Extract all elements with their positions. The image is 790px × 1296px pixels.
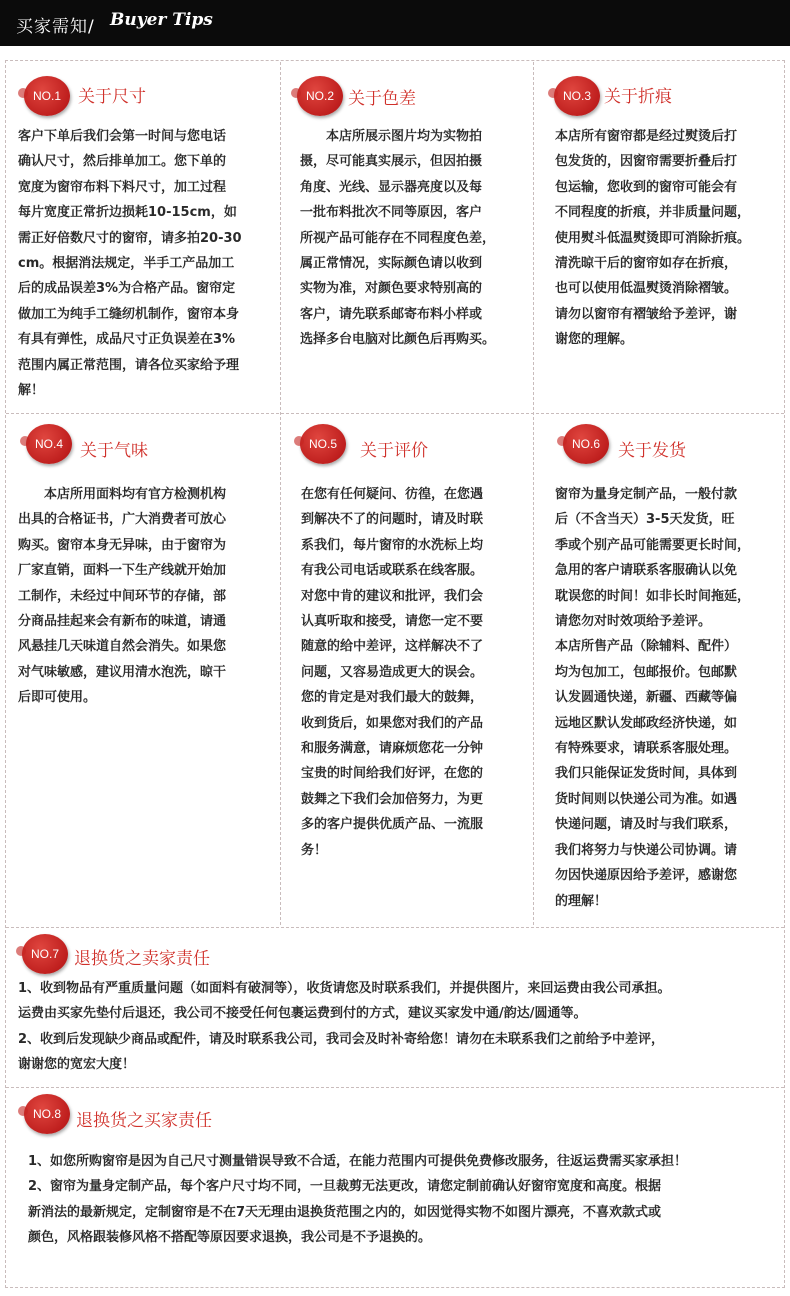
text-line: 后即可使用。 — [18, 690, 97, 706]
text-line: 随意的给中差评，这样解决不了 — [301, 639, 484, 655]
text-line: 也可以使用低温熨烫消除褶皱。 — [555, 281, 738, 297]
section-number-badge: NO.3 — [554, 76, 600, 116]
text-line: 货时间则以快递公司为准。如遇 — [555, 791, 738, 807]
text-line: 1、如您所购窗帘是因为自己尺寸测量错误导致不合适，在能力范围内可提供免费修改服务，往返运费需买家承担！ — [28, 1154, 688, 1169]
text-line: 实物为准，对颜色要求特别高的 — [300, 281, 483, 297]
divider — [6, 927, 784, 928]
section-body — [18, 976, 671, 1078]
text-line: 请勿以窗帘有褶皱给予差评，谢 — [555, 306, 738, 322]
text-line: 在您有任何疑问、彷徨，在您遇 — [301, 487, 484, 502]
text-line: 后的成品误差3%为合格产品。窗帘定 — [18, 281, 236, 297]
text-line: cm。根据消法规定，半手工产品加工 — [18, 256, 235, 272]
section-body — [18, 482, 226, 711]
text-line: 认真听取和接受，请您一定不要 — [301, 614, 484, 630]
text-line: 谢谢您的宽宏大度！ — [18, 1057, 136, 1073]
text-line: 请您勿对时效项给予差评。 — [555, 614, 712, 630]
text-line: 有特殊要求，请联系客服处理。 — [555, 741, 738, 757]
text-line: 包运输，您收到的窗帘可能会有 — [555, 179, 738, 195]
section-title: 关于评价 — [360, 441, 428, 461]
text-line: 每片宽度正常折边损耗10-15cm，如 — [18, 205, 237, 221]
text-line: 2、窗帘为量身定制产品，每个客户尺寸均不同，一旦裁剪无法更改，请您定制前确认好窗帘宽度和高度。根据 — [28, 1179, 662, 1195]
text-line: 解！ — [18, 383, 45, 399]
text-line: 对您中肯的建议和批评，我们会 — [301, 588, 484, 604]
section-body — [28, 1149, 687, 1251]
text-line: 分商品挂起来会有新布的味道，请通 — [18, 614, 227, 630]
text-line: 本店所售产品（除辅料、配件） — [555, 639, 738, 655]
text-line: 鼓舞之下我们会加倍努力，为更 — [301, 791, 484, 807]
section-title: 退换货之卖家责任 — [74, 949, 210, 969]
section-number-badge: NO.8 — [24, 1094, 70, 1134]
text-line: 出具的合格证书，广大消费者可放心 — [18, 512, 227, 528]
section-title: 关于气味 — [80, 441, 148, 461]
section-title: 关于尺寸 — [78, 87, 146, 107]
text-line: 做加工为纯手工缝纫机制作，窗帘本身 — [18, 306, 240, 322]
text-line: 清洗晾干后的窗帘如存在折痕， — [555, 256, 738, 272]
text-line: 本店所展示图片均为实物拍 — [300, 129, 483, 144]
text-line: 需正好倍数尺寸的窗帘，请多拍20-30 — [18, 230, 242, 246]
text-line: 选择多台电脑对比颜色后再购买。 — [300, 332, 496, 348]
text-line: 本店所用面料均有官方检测机构 — [18, 487, 227, 502]
text-line: 不同程度的折痕，并非质量问题， — [555, 205, 751, 221]
header-title: 买家需知/ — [16, 17, 95, 37]
text-line: 1、收到物品有严重质量问题（如面料有破洞等），收货请您及时联系我们，并提供图片，来回运费由我公司承担。 — [18, 981, 671, 996]
section-number-badge: NO.4 — [26, 424, 72, 464]
text-line: 我们只能保证发货时间，具体到 — [555, 766, 738, 782]
text-line: 有具有弹性，成品尺寸正负误差在3% — [18, 332, 236, 348]
header-bar — [0, 0, 790, 46]
text-line: 远地区默认发邮政经济快递，如 — [555, 715, 738, 731]
section-number-badge: NO.7 — [22, 934, 68, 974]
divider — [6, 1087, 784, 1088]
text-line: 谢您的理解。 — [555, 332, 634, 348]
text-line: 的理解！ — [555, 893, 608, 909]
section-body — [555, 482, 750, 914]
text-line: 一批布料批次不同等原因，客户 — [300, 205, 483, 221]
text-line: 确认尺寸，然后排单加工。您下单的 — [18, 154, 227, 170]
section-title: 关于发货 — [618, 441, 686, 461]
text-line: 勿因快递原因给予差评，感谢您 — [555, 868, 738, 884]
text-line: 多的客户提供优质产品、一流服 — [301, 817, 484, 833]
text-line: 厂家直销，面料一下生产线就开始加 — [18, 563, 227, 579]
text-line: 使用熨斗低温熨烫即可消除折痕。 — [555, 230, 751, 246]
text-line: 急用的客户请联系客服确认以免 — [555, 563, 738, 579]
text-line: 收到货后，如果您对我们的产品 — [301, 715, 484, 731]
divider — [533, 62, 534, 925]
text-line: 颜色，风格跟装修风格不搭配等原因要求退换，我公司是不予退换的。 — [28, 1230, 432, 1246]
divider — [6, 413, 784, 414]
text-line: 和服务满意，请麻烦您花一分钟 — [301, 741, 484, 757]
section-title: 关于折痕 — [604, 87, 672, 107]
text-line: 问题，又容易造成更大的误会。 — [301, 664, 484, 680]
text-line: 对气味敏感，建议用清水泡洗，晾干 — [18, 664, 227, 680]
text-line: 本店所有窗帘都是经过熨烫后打 — [555, 129, 738, 144]
text-line: 风悬挂几天味道自然会消失。如果您 — [18, 639, 227, 655]
text-line: 务！ — [301, 842, 328, 858]
section-body — [555, 124, 750, 353]
text-line: 耽误您的时间！如非长时间拖延， — [555, 588, 751, 604]
text-line: 包发货的，因窗帘需要折叠后打 — [555, 154, 738, 170]
text-line: 认发圆通快递，新疆、西藏等偏 — [555, 690, 738, 706]
text-line: 购买。窗帘本身无异味，由于窗帘为 — [18, 537, 227, 553]
text-line: 后（不含当天）3-5天发货，旺 — [555, 512, 735, 528]
section-number-badge: NO.6 — [563, 424, 609, 464]
divider — [280, 62, 281, 925]
text-line: 我们将努力与快递公司协调。请 — [555, 842, 738, 858]
section-number-badge: NO.1 — [24, 76, 70, 116]
text-line: 快递问题，请及时与我们联系， — [555, 817, 738, 833]
text-line: 均为包加工，包邮报价。包邮默 — [555, 664, 738, 680]
header-subtitle: Buyer Tips — [110, 10, 213, 30]
text-line: 2、收到后发现缺少商品或配件，请及时联系我公司，我司会及时补寄给您！请勿在未联系我们之前给予中差评， — [18, 1031, 665, 1047]
text-line: 属正常情况，实际颜色请以收到 — [300, 256, 483, 272]
text-line: 有我公司电话或联系在线客服。 — [301, 563, 484, 579]
section-title: 退换货之买家责任 — [76, 1111, 212, 1131]
text-line: 客户下单后我们会第一时间与您电话 — [18, 129, 227, 144]
text-line: 范围内属正常范围，请各位买家给予理 — [18, 357, 240, 373]
text-line: 客户，请先联系邮寄布料小样或 — [300, 306, 483, 322]
section-body — [300, 124, 495, 353]
section-body — [301, 482, 483, 863]
section-number-badge: NO.2 — [297, 76, 343, 116]
text-line: 摄，尽可能真实展示，但因拍摄 — [300, 154, 483, 170]
section-title: 关于色差 — [348, 89, 416, 109]
text-line: 窗帘为量身定制产品，一般付款 — [555, 487, 738, 502]
text-line: 新消法的最新规定，定制窗帘是不在7天无理由退换货范围之内的，如因觉得实物不如图片漂亮，不喜欢款式或 — [28, 1204, 662, 1220]
text-line: 宽度为窗帘布料下料尺寸，加工过程 — [18, 179, 227, 195]
text-line: 运费由买家先垫付后退还，我公司不接受任何包裹运费到付的方式，建议买家发中通/韵达/圆通等。 — [18, 1006, 587, 1022]
text-line: 角度、光线、显示器亮度以及每 — [300, 179, 483, 195]
text-line: 宝贵的时间给我们好评，在您的 — [301, 766, 484, 782]
section-number-badge: NO.5 — [300, 424, 346, 464]
text-line: 季或个别产品可能需要更长时间， — [555, 537, 751, 553]
text-line: 到解决不了的问题时，请及时联 — [301, 512, 484, 528]
section-body — [18, 124, 242, 403]
text-line: 您的肯定是对我们最大的鼓舞， — [301, 690, 484, 706]
text-line: 工制作，未经过中间环节的存储，部 — [18, 588, 227, 604]
text-line: 系我们，每片窗帘的水洗标上均 — [301, 537, 484, 553]
text-line: 所视产品可能存在不同程度色差， — [300, 230, 496, 246]
